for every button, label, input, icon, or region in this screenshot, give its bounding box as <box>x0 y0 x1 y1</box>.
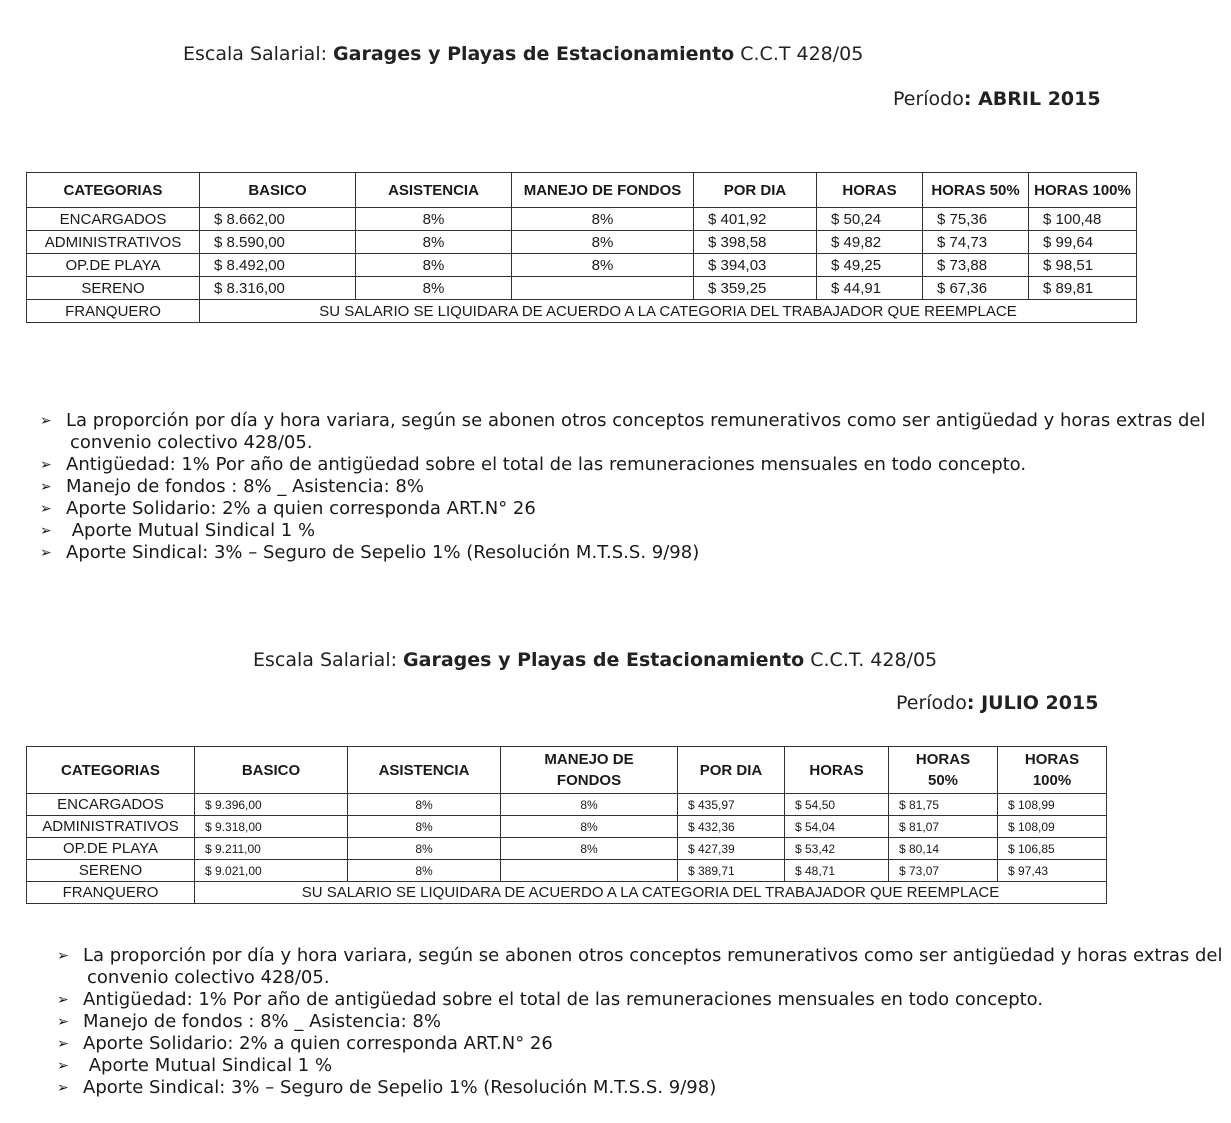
table-header-row <box>27 747 1107 794</box>
cell-por-dia: $ 432,36 <box>678 816 785 838</box>
section2-notes <box>57 945 1223 1099</box>
cell-por-dia: $ 427,39 <box>678 838 785 860</box>
cell-asistencia: 8% <box>356 208 512 231</box>
cell-horas: $ 54,50 <box>785 794 889 816</box>
cell-categorias: ADMINISTRATIVOS <box>27 231 200 254</box>
cell-horas: $ 44,91 <box>817 277 923 300</box>
cell-basico: $ 8.492,00 <box>200 254 356 277</box>
table-row <box>27 816 1107 838</box>
cell-manejo-de-fondos: 8% <box>512 208 694 231</box>
list-item <box>57 1033 1217 1055</box>
note-text: Antigüedad: 1% Por año de antigüedad sobre el total de las remuneraciones mensuales en todo concepto. <box>66 454 1027 475</box>
cell-horas-50: $ 81,07 <box>889 816 998 838</box>
list-item <box>40 498 1210 520</box>
arrow-bullet-icon: ➢ <box>57 1080 69 1096</box>
cell-categorias: ENCARGADOS <box>27 794 195 816</box>
table-row <box>27 231 1137 254</box>
table-row <box>27 838 1107 860</box>
section2-title <box>253 649 937 671</box>
note-text: Aporte Sindical: 3% – Seguro de Sepelio 1% (Resolución M.T.S.S. 9/98) <box>66 542 700 563</box>
list-item <box>57 1055 1217 1077</box>
header-por-dia: POR DIA <box>694 173 817 208</box>
cell-basico: $ 9.211,00 <box>195 838 348 860</box>
cell-horas-100: $ 97,43 <box>998 860 1107 882</box>
cell-asistencia: 8% <box>348 860 501 882</box>
franquero-note: SU SALARIO SE LIQUIDARA DE ACUERDO A LA CATEGORIA DEL TRABAJADOR QUE REEMPLACE <box>200 300 1137 323</box>
section1-title-prefix: Escala Salarial: <box>183 43 334 65</box>
section1-period-colon: : <box>963 88 979 110</box>
header-horas-100: HORAS 100% <box>998 747 1107 794</box>
header-por-dia: POR DIA <box>678 747 785 794</box>
arrow-bullet-icon: ➢ <box>40 457 52 473</box>
cell-horas-100: $ 108,09 <box>998 816 1107 838</box>
arrow-bullet-icon: ➢ <box>57 1036 69 1052</box>
cell-asistencia: 8% <box>348 838 501 860</box>
table-row <box>27 860 1107 882</box>
header-manejo-de-fondos: MANEJO DE FONDOS <box>501 747 678 794</box>
note-text: Aporte Sindical: 3% – Seguro de Sepelio 1% (Resolución M.T.S.S. 9/98) <box>83 1077 717 1098</box>
cell-horas-50: $ 74,73 <box>923 231 1029 254</box>
list-item <box>40 476 1210 498</box>
list-item <box>40 410 1210 454</box>
cell-manejo-de-fondos <box>512 277 694 300</box>
cell-horas-100: $ 100,48 <box>1029 208 1137 231</box>
cell-horas-100: $ 99,64 <box>1029 231 1137 254</box>
cell-basico: $ 9.021,00 <box>195 860 348 882</box>
section2-period-value: JULIO 2015 <box>981 692 1099 714</box>
cell-basico: $ 8.590,00 <box>200 231 356 254</box>
cell-horas-100: $ 106,85 <box>998 838 1107 860</box>
section2-period-colon: : <box>966 692 982 714</box>
list-item <box>40 542 1210 564</box>
cell-asistencia: 8% <box>348 794 501 816</box>
note-text: La proporción por día y hora variara, según se abonen otros conceptos remunerativos como ser antigüedad y horas extras del <box>83 945 1223 966</box>
list-item <box>40 520 1210 542</box>
cell-por-dia: $ 398,58 <box>694 231 817 254</box>
cell-categorias: ADMINISTRATIVOS <box>27 816 195 838</box>
arrow-bullet-icon: ➢ <box>40 501 52 517</box>
cell-horas-50: $ 80,14 <box>889 838 998 860</box>
franquero-note: SU SALARIO SE LIQUIDARA DE ACUERDO A LA CATEGORIA DEL TRABAJADOR QUE REEMPLACE <box>195 882 1107 904</box>
header-horas-50: HORAS 50% <box>889 747 998 794</box>
section2-period <box>896 692 1098 714</box>
table-row-franquero <box>27 882 1107 904</box>
cell-horas-100: $ 108,99 <box>998 794 1107 816</box>
note-text: Antigüedad: 1% Por año de antigüedad sobre el total de las remuneraciones mensuales en todo concepto. <box>83 989 1044 1010</box>
section2-title-bold: Garages y Playas de Estacionamiento <box>403 649 805 671</box>
section1-title-suffix: C.C.T 428/05 <box>734 43 864 65</box>
cell-horas-50: $ 81,75 <box>889 794 998 816</box>
cell-manejo-de-fondos: 8% <box>501 816 678 838</box>
section1-title <box>183 43 863 65</box>
cell-basico: $ 9.396,00 <box>195 794 348 816</box>
cell-por-dia: $ 394,03 <box>694 254 817 277</box>
section1-notes <box>40 410 1210 564</box>
section1-period-label: Período <box>893 88 964 110</box>
note-text-continuation: convenio colectivo 428/05. <box>87 967 330 988</box>
header-horas-50: HORAS 50% <box>923 173 1029 208</box>
cell-categorias: ENCARGADOS <box>27 208 200 231</box>
header-horas: HORAS <box>785 747 889 794</box>
section1-period <box>893 88 1101 110</box>
list-item <box>57 945 1223 989</box>
header-manejo-de-fondos: MANEJO DE FONDOS <box>512 173 694 208</box>
table-row-franquero <box>27 300 1137 323</box>
table-row <box>27 208 1137 231</box>
cell-horas: $ 49,82 <box>817 231 923 254</box>
cell-basico: $ 9.318,00 <box>195 816 348 838</box>
note-text: Manejo de fondos : 8% _ Asistencia: 8% <box>66 476 424 497</box>
section2-title-suffix: C.C.T. 428/05 <box>804 649 938 671</box>
cell-manejo-de-fondos <box>501 860 678 882</box>
cell-categorias: SERENO <box>27 277 200 300</box>
arrow-bullet-icon: ➢ <box>40 479 52 495</box>
note-text: Aporte Mutual Sindical 1 % <box>66 520 316 541</box>
arrow-bullet-icon: ➢ <box>40 413 52 429</box>
cell-horas-50: $ 67,36 <box>923 277 1029 300</box>
cell-categorias: FRANQUERO <box>27 300 200 323</box>
table-row <box>27 794 1107 816</box>
cell-manejo-de-fondos: 8% <box>512 254 694 277</box>
header-categorias: CATEGORIAS <box>27 173 200 208</box>
arrow-bullet-icon: ➢ <box>57 992 69 1008</box>
cell-manejo-de-fondos: 8% <box>501 838 678 860</box>
note-text: Aporte Solidario: 2% a quien corresponda ART.N° 26 <box>66 498 536 519</box>
header-horas-100: HORAS 100% <box>1029 173 1137 208</box>
note-text: Aporte Solidario: 2% a quien corresponda ART.N° 26 <box>83 1033 553 1054</box>
arrow-bullet-icon: ➢ <box>40 545 52 561</box>
arrow-bullet-icon: ➢ <box>40 523 52 539</box>
cell-basico: $ 8.662,00 <box>200 208 356 231</box>
cell-horas-50: $ 73,07 <box>889 860 998 882</box>
table-row <box>27 277 1137 300</box>
note-text: La proporción por día y hora variara, según se abonen otros conceptos remunerativos como ser antigüedad y horas extras del <box>66 410 1206 431</box>
cell-por-dia: $ 389,71 <box>678 860 785 882</box>
cell-manejo-de-fondos: 8% <box>501 794 678 816</box>
header-asistencia: ASISTENCIA <box>348 747 501 794</box>
header-basico: BASICO <box>195 747 348 794</box>
table-header-row <box>27 173 1137 208</box>
cell-asistencia: 8% <box>356 231 512 254</box>
list-item <box>40 454 1210 476</box>
cell-basico: $ 8.316,00 <box>200 277 356 300</box>
cell-categorias: OP.DE PLAYA <box>27 838 195 860</box>
cell-horas: $ 54,04 <box>785 816 889 838</box>
cell-por-dia: $ 435,97 <box>678 794 785 816</box>
header-horas: HORAS <box>817 173 923 208</box>
section2-period-label: Período <box>896 692 967 714</box>
cell-asistencia: 8% <box>356 277 512 300</box>
note-text: Aporte Mutual Sindical 1 % <box>83 1055 333 1076</box>
cell-horas-100: $ 89,81 <box>1029 277 1137 300</box>
cell-por-dia: $ 359,25 <box>694 277 817 300</box>
cell-horas: $ 53,42 <box>785 838 889 860</box>
section1-salary-table <box>26 172 1137 323</box>
cell-horas-100: $ 98,51 <box>1029 254 1137 277</box>
cell-horas-50: $ 75,36 <box>923 208 1029 231</box>
header-asistencia: ASISTENCIA <box>356 173 512 208</box>
arrow-bullet-icon: ➢ <box>57 1058 69 1074</box>
section1-title-bold: Garages y Playas de Estacionamiento <box>333 43 735 65</box>
arrow-bullet-icon: ➢ <box>57 948 69 964</box>
section2-title-prefix: Escala Salarial: <box>253 649 404 671</box>
cell-categorias: OP.DE PLAYA <box>27 254 200 277</box>
table-row <box>27 254 1137 277</box>
cell-categorias: SERENO <box>27 860 195 882</box>
list-item <box>57 1011 1217 1033</box>
cell-horas-50: $ 73,88 <box>923 254 1029 277</box>
cell-asistencia: 8% <box>356 254 512 277</box>
header-basico: BASICO <box>200 173 356 208</box>
list-item <box>57 1077 1217 1099</box>
note-text: Manejo de fondos : 8% _ Asistencia: 8% <box>83 1011 441 1032</box>
cell-horas: $ 49,25 <box>817 254 923 277</box>
list-item <box>57 989 1217 1011</box>
cell-por-dia: $ 401,92 <box>694 208 817 231</box>
cell-categorias: FRANQUERO <box>27 882 195 904</box>
header-categorias: CATEGORIAS <box>27 747 195 794</box>
cell-asistencia: 8% <box>348 816 501 838</box>
cell-horas: $ 50,24 <box>817 208 923 231</box>
arrow-bullet-icon: ➢ <box>57 1014 69 1030</box>
cell-horas: $ 48,71 <box>785 860 889 882</box>
note-text-continuation: convenio colectivo 428/05. <box>70 432 313 453</box>
cell-manejo-de-fondos: 8% <box>512 231 694 254</box>
section1-period-value: ABRIL 2015 <box>978 88 1101 110</box>
section2-salary-table <box>26 746 1107 904</box>
